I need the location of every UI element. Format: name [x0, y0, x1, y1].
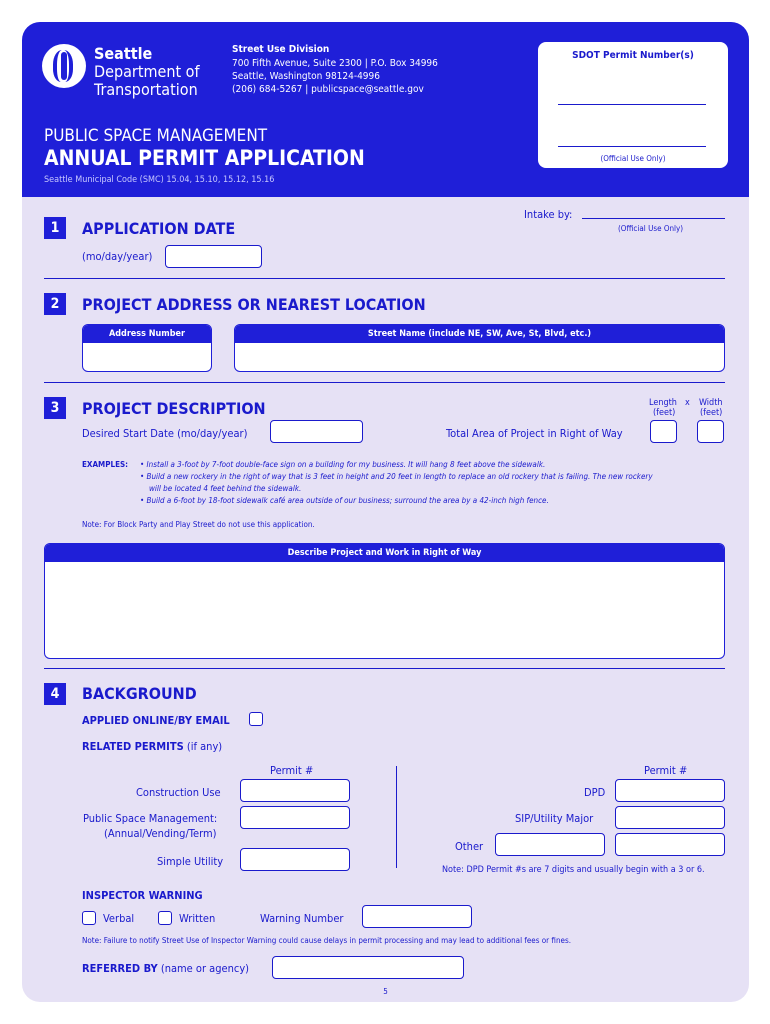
times-label: x	[685, 398, 690, 408]
related-permits-heading: RELATED PERMITS (if any)	[82, 740, 223, 753]
psm-label-line2: (Annual/Vending/Term)	[104, 827, 217, 840]
width-field[interactable]	[697, 420, 724, 443]
divider	[44, 382, 725, 383]
address-number-header: Address Number	[83, 325, 211, 343]
example-2: • Build a new rockery in the right of way that is 3 feet in height and 20 feet in length to replace an old rockery that is failing. The new rockery	[140, 472, 653, 481]
width-unit: (feet)	[700, 408, 723, 418]
permit-number-label: SDOT Permit Number(s)	[572, 50, 694, 61]
examples-label: EXAMPLES:	[82, 460, 129, 469]
permit-number-line-2[interactable]	[558, 146, 706, 147]
verbal-checkbox[interactable]	[82, 911, 96, 925]
page-number: 5	[383, 987, 388, 996]
section-3-title: PROJECT DESCRIPTION	[82, 399, 266, 418]
intake-line[interactable]	[582, 218, 725, 219]
example-2-continued: will be located 4 feet behind the sidewalk.	[149, 484, 302, 493]
simple-utility-label: Simple Utility	[157, 855, 224, 868]
intake-official-use: (Official Use Only)	[618, 224, 684, 233]
example-3: • Build a 6-foot by 18-foot sidewalk café area outside of our business; surround the area by a 42-inch high fence.	[140, 496, 549, 505]
total-area-label: Total Area of Project in Right of Way	[446, 427, 623, 440]
applied-online-checkbox[interactable]	[249, 712, 263, 726]
section-1-number: 1	[44, 217, 66, 239]
seattle-logo-icon	[42, 44, 86, 88]
written-checkbox[interactable]	[158, 911, 172, 925]
form-title: ANNUAL PERMIT APPLICATION	[44, 146, 365, 170]
describe-project-header: Describe Project and Work in Right of Way	[45, 544, 724, 562]
other-permit-field[interactable]	[615, 833, 725, 856]
section-2-number: 2	[44, 293, 66, 315]
referred-by-field[interactable]	[272, 956, 464, 979]
address-line2: Seattle, Washington 98124-4996	[232, 71, 380, 82]
failure-note: Note: Failure to notify Street Use of Inspector Warning could cause delays in permit processing and may lead to additional fees or fines.	[82, 936, 571, 945]
construction-use-field[interactable]	[240, 779, 350, 802]
section-3-number: 3	[44, 397, 66, 419]
intake-label: Intake by:	[524, 208, 573, 221]
application-form	[22, 22, 749, 1002]
describe-project-field[interactable]	[44, 543, 725, 659]
warning-number-label: Warning Number	[260, 912, 344, 925]
form-header	[22, 22, 749, 197]
simple-utility-field[interactable]	[240, 848, 350, 871]
application-date-field[interactable]	[165, 245, 262, 268]
section-4-number: 4	[44, 683, 66, 705]
divider	[44, 278, 725, 279]
section-1-title: APPLICATION DATE	[82, 219, 236, 238]
dpd-label: DPD	[584, 786, 606, 799]
org-name-line2: Department of	[94, 62, 200, 81]
verbal-label: Verbal	[103, 912, 135, 925]
dpd-field[interactable]	[615, 779, 725, 802]
address-line1: 700 Fifth Avenue, Suite 2300 | P.O. Box 34996	[232, 58, 438, 69]
length-unit: (feet)	[653, 408, 676, 418]
sip-utility-label: SIP/Utility Major	[515, 812, 594, 825]
permit-number-heading-left: Permit #	[270, 764, 314, 777]
permit-number-line-1[interactable]	[558, 104, 706, 105]
block-party-note: Note: For Block Party and Play Street do not use this application.	[82, 520, 315, 529]
example-1: • Install a 3-foot by 7-foot double-face sign on a building for my business. It will hang 8 feet above the sidewalk.	[140, 460, 546, 469]
program-name: PUBLIC SPACE MANAGEMENT	[44, 126, 268, 146]
contact-line: (206) 684-5267 | publicspace@seattle.gov	[232, 84, 424, 95]
construction-use-label: Construction Use	[136, 786, 221, 799]
column-divider	[396, 766, 397, 868]
psm-permit-field[interactable]	[240, 806, 350, 829]
length-label: Length	[649, 398, 677, 408]
other-label: Other	[455, 840, 484, 853]
division-name: Street Use Division	[232, 44, 330, 55]
permit-number-box	[538, 42, 728, 168]
inspector-warning-heading: INSPECTOR WARNING	[82, 889, 203, 902]
section-2-title: PROJECT ADDRESS OR NEAREST LOCATION	[82, 295, 426, 314]
address-number-field[interactable]	[82, 324, 212, 372]
section-4-title: BACKGROUND	[82, 684, 197, 703]
official-use-note: (Official Use Only)	[600, 154, 666, 163]
divider	[44, 668, 725, 669]
sip-utility-field[interactable]	[615, 806, 725, 829]
dpd-note: Note: DPD Permit #s are 7 digits and usually begin with a 3 or 6.	[442, 865, 705, 875]
municipal-code: Seattle Municipal Code (SMC) 15.04, 15.10, 15.12, 15.16	[44, 175, 275, 185]
written-label: Written	[179, 912, 216, 925]
psm-label-line1: Public Space Management:	[83, 812, 218, 825]
width-label: Width	[699, 398, 723, 408]
org-name-line1: Seattle	[94, 44, 153, 63]
length-field[interactable]	[650, 420, 677, 443]
start-date-field[interactable]	[270, 420, 363, 443]
street-name-header: Street Name (include NE, SW, Ave, St, Blvd, etc.)	[235, 325, 724, 343]
org-name-line3: Transportation	[94, 80, 198, 99]
application-date-label: (mo/day/year)	[82, 250, 153, 263]
start-date-label: Desired Start Date (mo/day/year)	[82, 427, 248, 440]
street-name-field[interactable]	[234, 324, 725, 372]
other-type-field[interactable]	[495, 833, 605, 856]
permit-number-heading-right: Permit #	[644, 764, 688, 777]
applied-online-label: APPLIED ONLINE/BY EMAIL	[82, 714, 230, 727]
warning-number-field[interactable]	[362, 905, 472, 928]
referred-by-label: REFERRED BY (name or agency)	[82, 962, 250, 975]
